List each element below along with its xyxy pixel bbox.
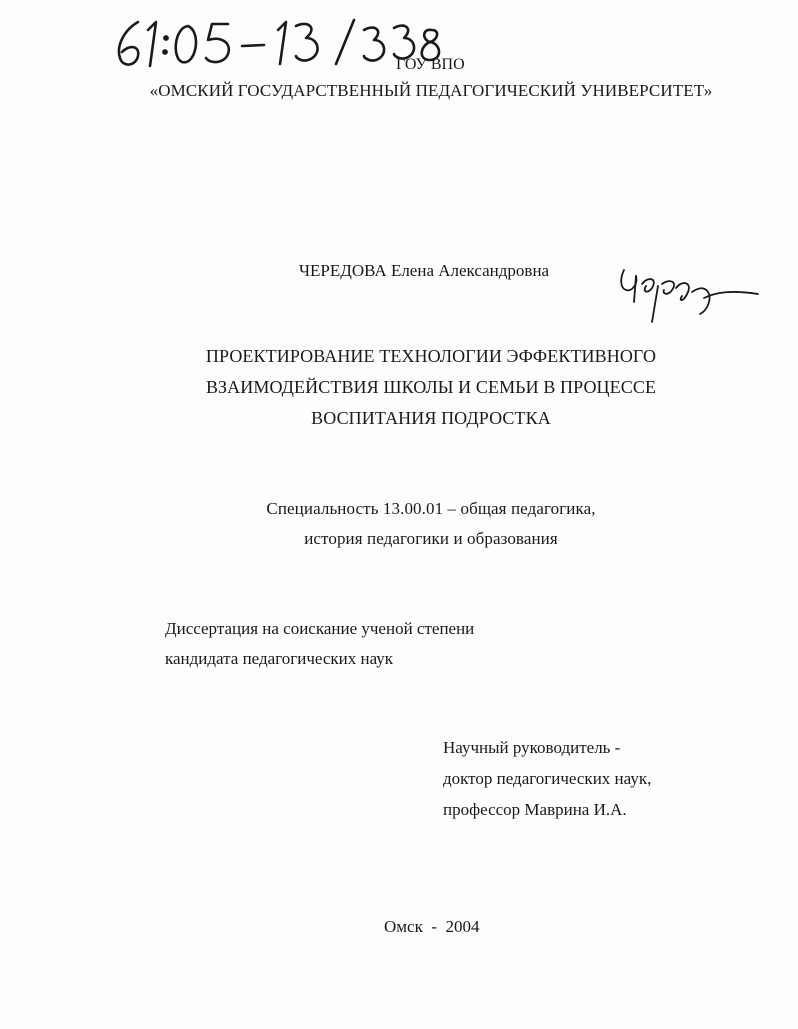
thesis-title-line-2: ВЗАИМОДЕЙСТВИЯ ШКОЛЫ И СЕМЬИ В ПРОЦЕССЕ <box>205 377 657 397</box>
specialty-line-2: история педагогики и образования <box>304 529 558 548</box>
supervisor-line-2: доктор педагогических наук, <box>443 769 652 788</box>
specialty-line-1: Специальность 13.00.01 – общая педагогика, <box>266 499 596 518</box>
supervisor-line-1: Научный руководитель - <box>443 738 621 757</box>
supervisor-line-3: профессор Маврина И.А. <box>443 800 627 819</box>
thesis-title-line-3: ВОСПИТАНИЯ ПОДРОСТКА <box>311 408 551 428</box>
university-name: «ОМСКИЙ ГОСУДАРСТВЕННЫЙ ПЕДАГОГИЧЕСКИЙ УНИВЕРСИТЕТ» <box>149 81 713 100</box>
handwritten-signature <box>612 262 762 332</box>
org-type: ГОУ ВПО <box>396 56 465 73</box>
dissertation-line-1: Диссертация на соискание ученой степени <box>165 619 475 638</box>
place-year: Омск - 2004 <box>384 917 480 936</box>
dissertation-line-2: кандидата педагогических наук <box>165 649 394 668</box>
author-name: ЧЕРЕДОВА Елена Александровна <box>299 261 550 280</box>
thesis-title-line-1: ПРОЕКТИРОВАНИЕ ТЕХНОЛОГИИ ЭФФЕКТИВНОГО <box>205 346 657 366</box>
